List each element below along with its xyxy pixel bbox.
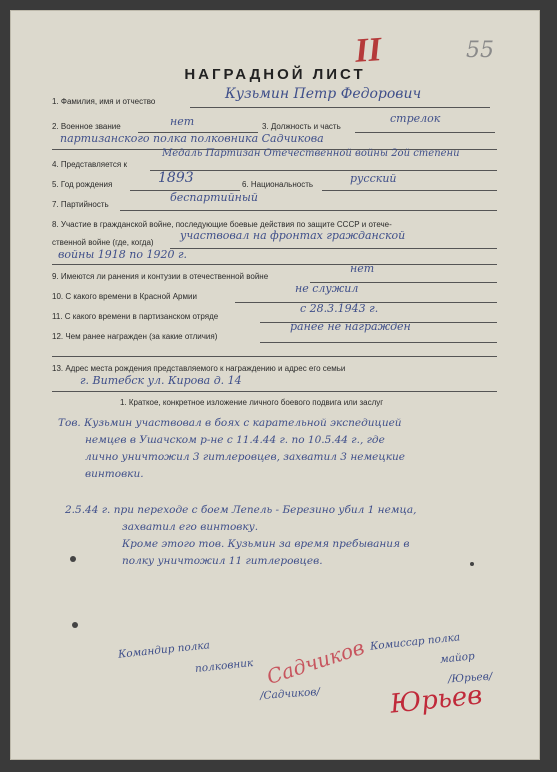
field-6-label: 6. Национальность: [242, 180, 314, 189]
field-2-label: 2. Военное звание: [52, 122, 121, 131]
narrative-line-4: винтовки.: [85, 468, 144, 480]
field-7-label: 7. Партийность: [52, 200, 109, 209]
field-5-label: 5. Год рождения: [52, 180, 113, 189]
field-13-line: [52, 391, 497, 392]
field-1-line: [190, 107, 490, 108]
field-8-line-2: [52, 264, 497, 265]
paper-speck: [470, 562, 474, 566]
field-6-value: русский: [350, 172, 397, 185]
field-11-label: 11. С какого времени в партизанском отряде: [52, 312, 219, 321]
field-10-label: 10. С какого времени в Красной Армии: [52, 292, 197, 301]
field-11-value: с 28.3.1943 г.: [300, 302, 379, 315]
commander-signature: Садчиков: [263, 635, 368, 689]
field-6-line: [322, 190, 497, 191]
paper-speck: [72, 622, 78, 628]
field-8-value: участвовал на фронтах гражданской: [180, 229, 406, 242]
field-12-label: 12. Чем ранее награжден (за какие отличия): [52, 332, 218, 341]
commissar-title-2: майор: [439, 650, 476, 666]
commander-name: /Садчиков/: [259, 685, 321, 703]
field-1-value: Кузьмин Петр Федорович: [225, 86, 422, 102]
field-12-line-2: [52, 356, 497, 357]
field-3-value: стрелок: [390, 112, 441, 125]
document-title: НАГРАДНОЙ ЛИСТ: [184, 66, 366, 83]
narrative-line-6: захватил его винтовку.: [122, 521, 259, 533]
award-sheet: [10, 10, 540, 760]
narrative-line-2: немцев в Ушачском р-не с 11.4.44 г. по 10.5.44 г., где: [85, 434, 385, 446]
field-2-value: нет: [170, 115, 195, 128]
narrative-line-3: лично уничтожил 3 гитлеровцев, захватил 3 немецкие: [85, 451, 405, 463]
field-1-label: 1. Фамилия, имя и отчество: [52, 97, 156, 106]
field-7-value: беспартийный: [170, 191, 258, 204]
field-8-value-2: войны 1918 по 1920 г.: [58, 248, 188, 261]
commissar-name: /Юрьев/: [447, 670, 493, 686]
commander-title-2: полковник: [194, 656, 254, 676]
field-3-continuation: партизанского полка полковника Садчикова: [60, 132, 324, 145]
field-8-line: [170, 248, 497, 249]
field-4-label: 4. Представляется к: [52, 160, 127, 169]
paper-speck: [70, 556, 76, 562]
field-12-line: [260, 342, 497, 343]
narrative-line-5: 2.5.44 г. при переходе с боем Лепель - Березино убил 1 немца,: [65, 504, 417, 516]
field-9-value: нет: [350, 262, 375, 275]
field-3-line: [355, 132, 495, 133]
field-5-value: 1893: [158, 170, 194, 186]
narrative-line-1: Тов. Кузьмин участвовал в боях с карательной экспедицией: [58, 417, 402, 429]
field-3-label: 3. Должность и часть: [262, 122, 341, 131]
section-1-heading: 1. Краткое, конкретное изложение личного боевого подвига или заслуг: [120, 398, 384, 407]
field-8-label: 8. Участие в гражданской войне, последующие боевые действия по защите СССР и отече-: [52, 220, 392, 229]
field-4-line: [150, 170, 497, 171]
field-13-value: г. Витебск ул. Кирова д. 14: [80, 374, 242, 387]
field-12-value: ранее не награжден: [290, 320, 411, 333]
field-13-label: 13. Адрес места рождения представляемого к награждению и адрес его семьи: [52, 364, 346, 373]
red-pencil-mark: II: [353, 31, 383, 70]
field-7-line: [120, 210, 497, 211]
commander-title-1: Командир полка: [117, 639, 211, 661]
field-10-value: не служил: [295, 282, 359, 295]
field-9-label: 9. Имеются ли ранения и контузии в отечественной войне: [52, 272, 269, 281]
commissar-title-1: Комиссар полка: [369, 631, 461, 653]
field-8-label-2: ственной войне (где, когда): [52, 238, 154, 247]
narrative-line-8: полку уничтожил 11 гитлеровцев.: [122, 555, 323, 567]
archive-page-number: 55: [466, 38, 494, 63]
field-4-value: Медаль Партизан Отечественной войны 2ой степени: [162, 148, 460, 159]
commissar-signature: Юрьев: [388, 680, 484, 720]
narrative-line-7: Кроме этого тов. Кузьмин за время пребывания в: [122, 538, 410, 550]
